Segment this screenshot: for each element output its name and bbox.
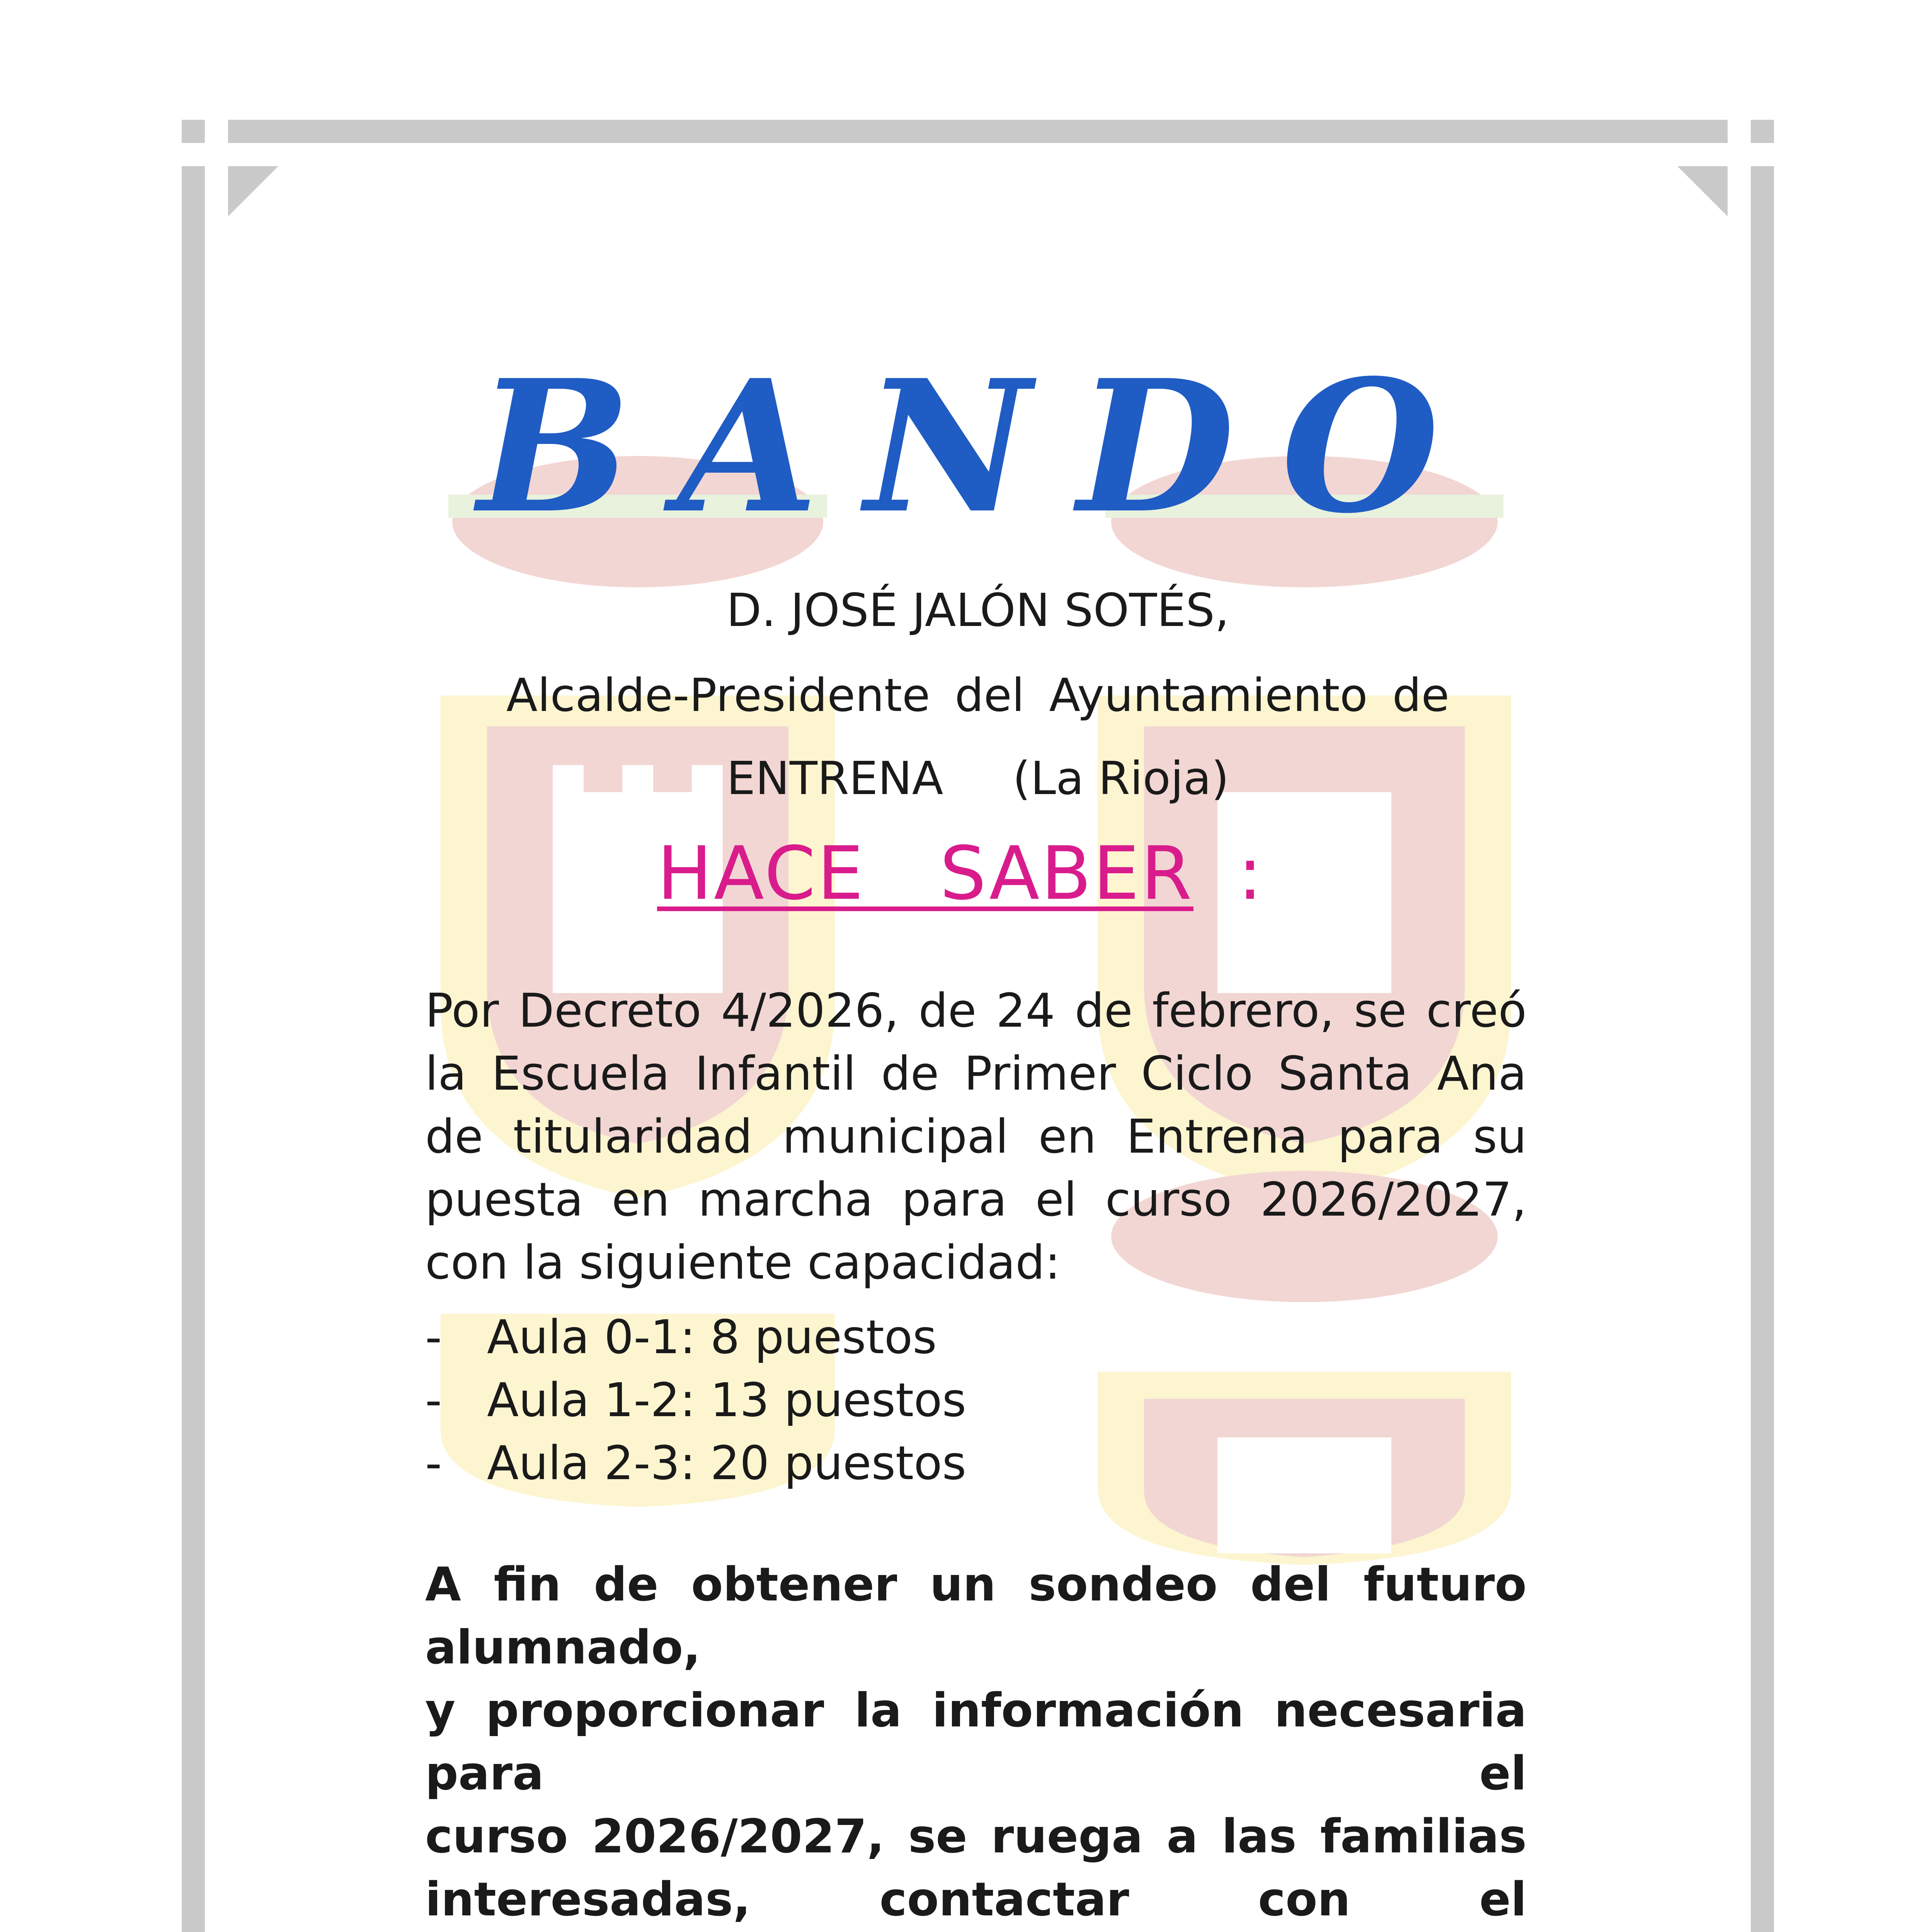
list-item (425, 1306, 966, 1369)
list-dash: - (425, 1437, 442, 1490)
classroom-list (425, 1306, 966, 1495)
mayor-role (506, 668, 1449, 722)
paragraph-line: interesadas, contactar con el (425, 1873, 1527, 1927)
mayor-role-word: Ayuntamiento (1049, 668, 1368, 722)
list-dash: - (425, 1374, 442, 1427)
mayor-name: D. JOSÉ JALÓN SOTÉS, (726, 583, 1229, 637)
region-name: (La Rioja) (1013, 752, 1229, 805)
list-item (425, 1369, 966, 1432)
mayor-role-word: del (955, 668, 1025, 722)
mayor-role-word: Alcalde-Presidente (506, 668, 930, 722)
frame-top-bar (228, 120, 1728, 143)
frame-corner-square (1751, 120, 1774, 143)
frame-corner-triangle (1677, 166, 1728, 216)
frame-corner-square (182, 120, 205, 143)
list-item-text: Aula 0-1: 8 puestos (487, 1311, 937, 1364)
hace-saber-label: HACE SABER (657, 831, 1193, 916)
mayor-role-word: de (1392, 668, 1449, 722)
frame-corner-triangle (228, 166, 278, 216)
list-item (425, 1432, 966, 1495)
list-item-text: Aula 1-2: 13 puestos (487, 1374, 967, 1427)
mayor-town (727, 752, 1229, 805)
decree-paragraph: Por Decreto 4/2026, de 24 de febrero, se creó la Escuela Infantil de Primer Ciclo Santa Ana de titularidad municipal en Entrena para su puesta en marcha para el curso 2026/2027, con la siguiente capacidad: (425, 984, 1527, 1290)
document-title: BANDO (477, 340, 1486, 553)
paragraph-line: y proporcionar la información necesaria para el (425, 1684, 1527, 1801)
request-paragraph (425, 1553, 1527, 1932)
hace-saber-heading (657, 831, 1264, 916)
hace-saber-colon: : (1238, 831, 1264, 916)
paragraph-line: curso 2026/2027, se ruega a las familias (425, 1810, 1527, 1864)
town-name: ENTRENA (727, 752, 943, 805)
list-item-text: Aula 2-3: 20 puestos (487, 1437, 967, 1490)
paragraph-line: A fin de obtener un sondeo del futuro alumnado, (425, 1558, 1527, 1675)
list-dash: - (425, 1311, 442, 1364)
